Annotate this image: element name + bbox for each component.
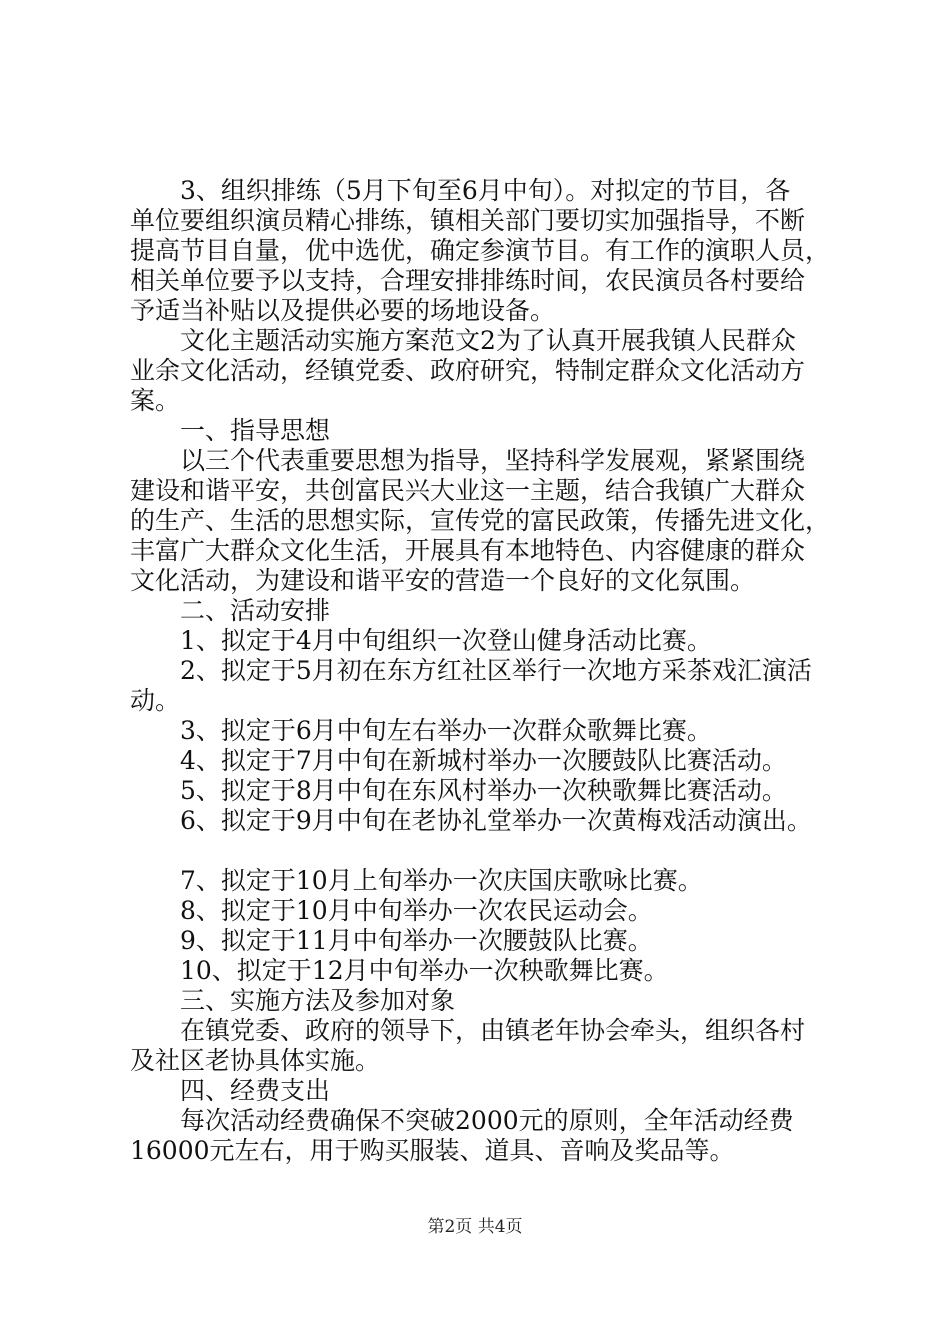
- paragraph-line: 3、组织排练（5月下旬至6月中旬）。对拟定的节目，各: [130, 176, 791, 205]
- paragraph-line: 及社区老协具体实施。: [130, 1046, 381, 1075]
- paragraph-line: 的生产、生活的思想实际，宣传党的富民政策，传播先进文化，: [130, 506, 831, 535]
- list-item: 动。: [130, 686, 181, 715]
- section-heading: 二、活动安排: [130, 596, 331, 625]
- paragraph-line: 单位要组织演员精心排练，镇相关部门要切实加强指导，不断: [130, 206, 806, 235]
- page-number-footer: 第2页 共4页: [427, 1217, 523, 1237]
- list-item: 7、拟定于10月上旬举办一次庆国庆歌咏比赛。: [130, 866, 703, 895]
- paragraph-line: 予适当补贴以及提供必要的场地设备。: [130, 296, 556, 325]
- list-item: 10、拟定于12月中旬举办一次秧歌舞比赛。: [130, 956, 669, 985]
- list-item: 1、拟定于4月中旬组织一次登山健身活动比赛。: [130, 626, 712, 655]
- paragraph-line: 案。: [130, 386, 181, 415]
- section-heading: 一、指导思想: [130, 416, 331, 445]
- list-item: 5、拟定于8月中旬在东风村举办一次秧歌舞比赛活动。: [130, 776, 787, 805]
- paragraph-line: 建设和谐平安，共创富民兴大业这一主题，结合我镇广大群众: [130, 476, 806, 505]
- list-item: 3、拟定于6月中旬左右举办一次群众歌舞比赛。: [130, 716, 712, 745]
- paragraph-line: 业余文化活动，经镇党委、政府研究，特制定群众文化活动方: [130, 356, 806, 385]
- list-item: 4、拟定于7月中旬在新城村举办一次腰鼓队比赛活动。: [130, 746, 787, 775]
- paragraph-line: 相关单位要予以支持，合理安排排练时间，农民演员各村要给: [130, 266, 806, 295]
- section-heading: 三、实施方法及参加对象: [130, 986, 456, 1015]
- list-item: 6、拟定于9月中旬在老协礼堂举办一次黄梅戏活动演出。: [130, 806, 812, 835]
- section-heading: 四、经费支出: [130, 1076, 331, 1105]
- paragraph-line: 文化主题活动实施方案范文2为了认真开展我镇人民群众: [130, 326, 796, 355]
- paragraph-line: 文化活动，为建设和谐平安的营造一个良好的文化氛围。: [130, 566, 756, 595]
- list-item: 9、拟定于11月中旬举办一次腰鼓队比赛。: [130, 926, 653, 955]
- list-item: 2、拟定于5月初在东方红社区举行一次地方采茶戏汇演活: [130, 656, 812, 685]
- list-item: 8、拟定于10月中旬举办一次农民运动会。: [130, 896, 653, 925]
- paragraph-line: 丰富广大群众文化生活，开展具有本地特色、内容健康的群众: [130, 536, 806, 565]
- document-body: [130, 176, 835, 1166]
- paragraph-line: 在镇党委、政府的领导下，由镇老年协会牵头，组织各村: [130, 1016, 806, 1045]
- blank-line: [130, 836, 835, 866]
- paragraph-line: 以三个代表重要思想为指导，坚持科学发展观，紧紧围绕: [130, 446, 806, 475]
- paragraph-line: 每次活动经费确保不突破2000元的原则，全年活动经费: [130, 1106, 794, 1135]
- paragraph-line: 提高节目自量，优中选优，确定参演节目。有工作的演职人员，: [130, 236, 831, 265]
- paragraph-line: 16000元左右，用于购买服装、道具、音响及奖品等。: [130, 1136, 735, 1165]
